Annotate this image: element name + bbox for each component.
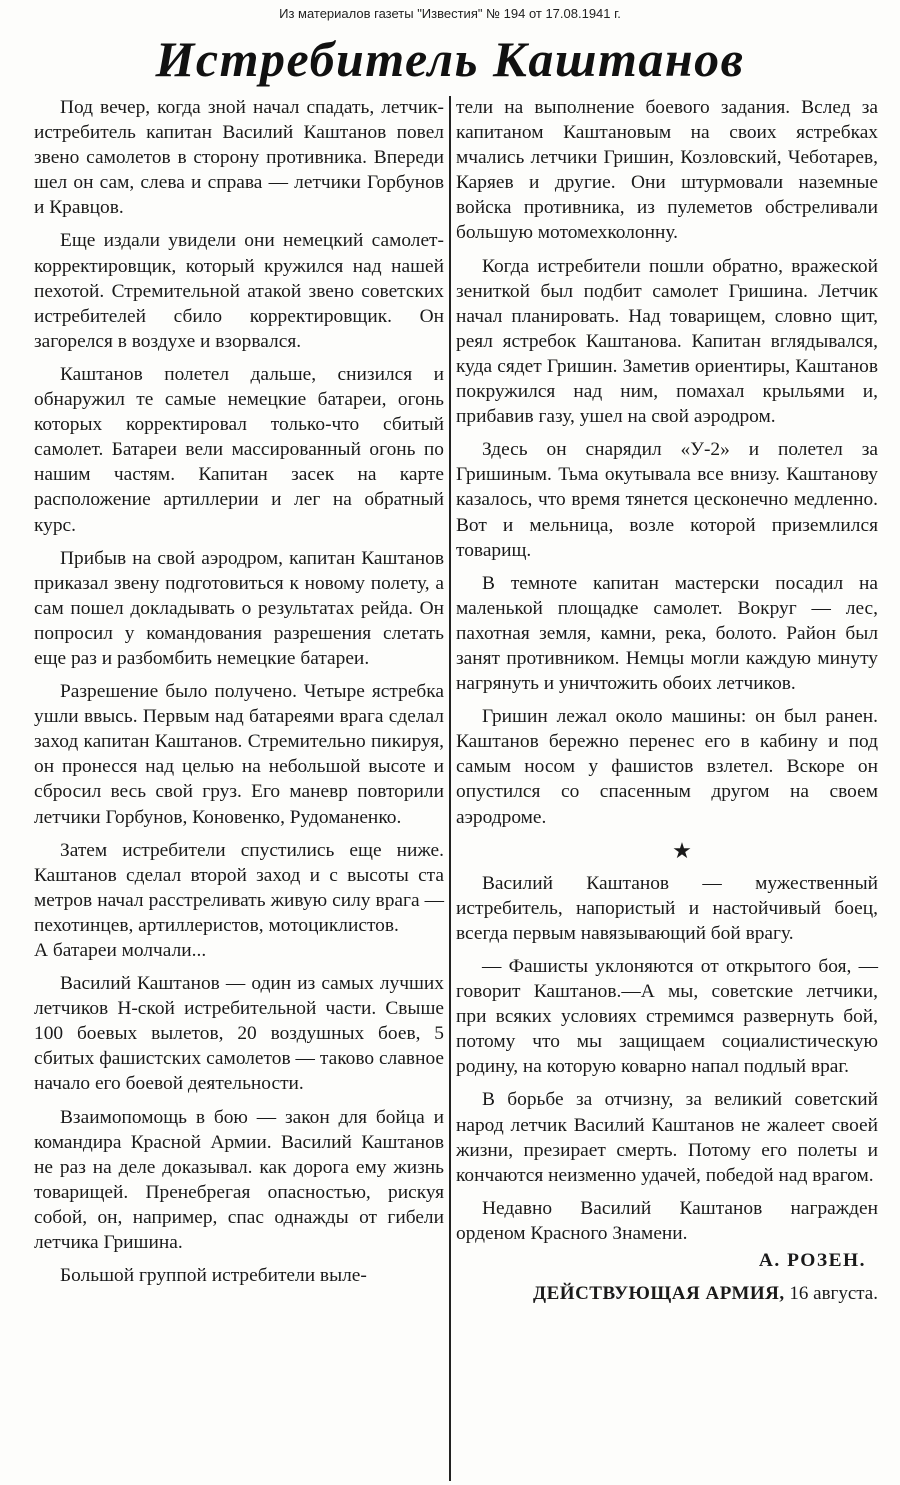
paragraph: В темноте капитан мастерски посадил на маленькой площадке самолет. Вокруг — лес, пахотная земля, камни, река, болото. Район был занят противником. Немцы могли каждую минуту нагрянуть и уничтожить обоих летчиков. <box>456 572 878 695</box>
paragraph: Недавно Василий Каштанов награжден орденом Красного Знамени. <box>456 1197 878 1244</box>
paragraph: Когда истребители пошли обратно, вражеской зениткой был подбит самолет Гришина. Летчик начал планировать. Над товарищем, словно щит, реял ястребок Каштанова. Капитан вглядывался, куда сядет Гришин. Заметив ориентиры, Каштанов покружился над ним, помахал крыльями и, прибавив газу, ушел на свой аэродром. <box>456 255 878 428</box>
article-headline: Истребитель Каштанов <box>155 31 745 87</box>
paragraph: Взаимопомощь в бою — закон для бойца и командира Красной Армии. Василий Каштанов не раз на деле доказывал. как дорога ему жизнь товарищей. Пренебрегая опасностью, рискуя собой, он, например, спас однажды от гибели летчика Гришина. <box>34 1106 444 1254</box>
source-caption: Из материалов газеты "Известия" № 194 от 17.08.1941 г. <box>279 6 621 21</box>
paragraph: Каштанов полетел дальше, снизился и обнаружил те самые немецкие батареи, огонь которых корректировал только-что сбитый самолет. Батареи вели массированный огонь по нашим частям. Капитан засек на карте расположение артиллерии и лег на обратный курс. <box>34 363 444 536</box>
paragraph: Василий Каштанов — один из самых лучших летчиков Н-ской истребительной части. Свыше 100 боевых вылетов, 20 воздушных боев, 5 сбитых фашистских самолетов — таково славное начало его боевой деятельности. <box>34 973 444 1095</box>
dateline <box>456 1281 878 1306</box>
star-separator-icon: ★ <box>672 837 692 863</box>
paragraph: Еще издали увидели они немецкий самолет-корректировщик, который кружился над нашей пехотой. Стремительной атакой звено советских истребителей сбило корректировщик. Он загорелся в воздухе и взорвался. <box>34 230 444 352</box>
left-column <box>34 95 444 1296</box>
paragraph: В борьбе за отчизну, за великий советский народ летчик Василий Каштанов не жалеет своей жизни, презирает смерть. Потому его полеты и кончаются неизменно удачей, победой над врагом. <box>456 1089 878 1186</box>
paragraph: Под вечер, когда зной начал спадать, летчик-истребитель капитан Василий Каштанов повел звено самолетов в сторону противника. Впереди шел он сам, слева и справа — летчики Горбунов и Кравцов. <box>34 97 444 219</box>
right-column <box>456 95 878 1314</box>
paragraph: Разрешение было получено. Четыре ястребка ушли ввысь. Первым над батареями врага сделал заход капитан Каштанов. Стремительно пикируя, он пронесся над целью на небольшой высоте и сбросил весь свой груз. Его маневр повторили летчики Горбунов, Коновенко, Рудоманенко. <box>34 681 444 828</box>
paragraph: — Фашисты уклоняются от открытого боя, — говорит Каштанов.—А мы, советские летчики, при всяких условиях стремимся развернуть бой, потому что мы защищаем социалистическую родину, на которую коварно напал подлый враг. <box>456 956 878 1078</box>
paragraph: Затем истребители спустились еще ниже. Каштанов сделал второй заход и с высоты ста метров начал расстреливать живую силу врага — пехотинцев, артиллеристов, мотоциклистов. <box>34 839 444 936</box>
author-signature: А. РОЗЕН. <box>758 1250 866 1272</box>
paragraph: Большой группой истребители выле- <box>60 1265 367 1287</box>
paragraph: Прибыв на свой аэродром, капитан Каштанов приказал звену подготовиться к новому полету, а сам пошел докладывать о результатах рейда. Он попросил у командования разрешения слетать еще раз и разбомбить немецкие батареи. <box>34 547 444 669</box>
paragraph: Здесь он снарядил «У-2» и полетел за Гришиным. Тьма окутывала все внизу. Каштанову казалось, что время тянется цесконечно медленно. Вот и мельница, возле которой приземлился товарищ. <box>456 439 878 561</box>
dateline-place: ДЕЙСТВУЮЩАЯ АРМИЯ, <box>533 1283 785 1305</box>
paragraph: Василий Каштанов — мужественный истребитель, напористый и настойчивый боец, всегда первым навязывающий бой врагу. <box>456 872 878 944</box>
paragraph: Гришин лежал около машины: он был ранен. Каштанов бережно перенес его в кабину и под самым носом у фашистов взлетел. Вскоре он опустился со спасенным другом на своем аэродроме. <box>456 706 878 828</box>
paragraph: тели на выполнение боевого задания. Вслед за капитаном Каштановым на своих ястребках мчались летчики Гришин, Козловский, Чеботарев, Каряев и другие. Они штурмовали наземные войска противника, из пулеметов обстреливали большую мотомехколонну. <box>456 97 878 244</box>
dateline-date: 16 августа. <box>789 1283 878 1305</box>
paragraph: А батареи молчали... <box>34 940 207 961</box>
column-divider <box>449 96 451 1481</box>
